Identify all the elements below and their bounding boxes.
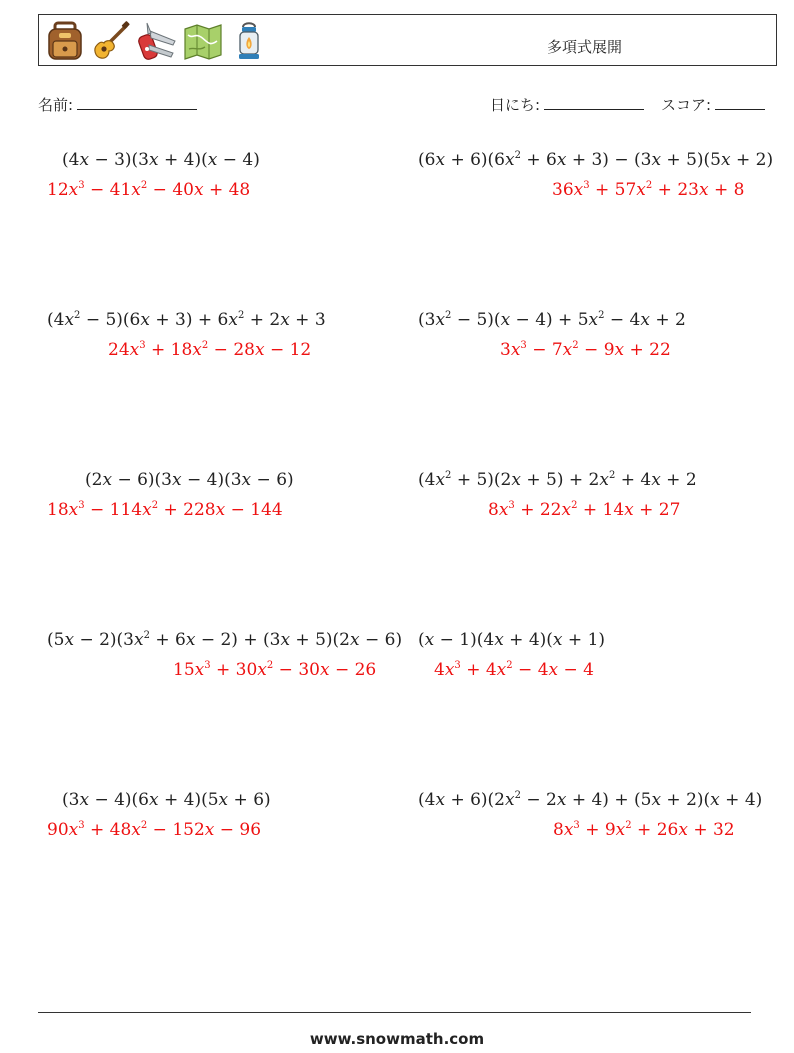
problem-8-question: (x − 1)(4x + 4)(x + 1) [418, 630, 606, 650]
footer-url[interactable]: www.snowmath.com [309, 1030, 485, 1048]
score-label: スコア: [661, 96, 712, 114]
name-blank[interactable] [77, 96, 197, 110]
problem-7-question: $(5x - 2)(3x^2 + 6x - 2) + (3x + 5)(2x - 6)$ [47, 630, 403, 650]
score-field[interactable] [661, 94, 765, 115]
problem-1-question: (4x − 3)(3x + 4)(x − 4) [62, 150, 260, 170]
problem-3-question: $(4x^2 - 5)(6x + 3) + 6x^2 + 2x + 3$ [47, 310, 326, 330]
worksheet-header [38, 14, 777, 66]
map-icon [183, 21, 223, 61]
lantern-icon [229, 21, 269, 61]
problem-5-question: (2x − 6)(3x − 4)(3x − 6) [85, 470, 294, 490]
footer-divider [38, 1012, 751, 1013]
date-label: 日にち: [490, 96, 541, 114]
problem-7-answer: $15x^3 + 30x^2 - 30x - 26$ [173, 660, 377, 680]
problem-6-answer: $8x^3 + 22x^2 + 14x + 27$ [488, 500, 681, 520]
problem-4-answer: $3x^3 - 7x^2 - 9x + 22$ [500, 340, 671, 360]
worksheet-title: 多項式展開 [547, 38, 623, 56]
backpack-icon [45, 21, 85, 61]
problem-9-question: (3x − 4)(6x + 4)(5x + 6) [62, 790, 271, 810]
problem-8-answer: $4x^3 + 4x^2 - 4x - 4$ [434, 660, 594, 680]
problem-10-question: $(4x + 6)(2x^2 - 2x + 4) + (5x + 2)(x + 4)$ [418, 790, 763, 810]
pocket-knife-icon [137, 21, 177, 61]
problem-2-question: $(6x + 6)(6x^2 + 6x + 3) - (3x + 5)(5x + 2)$ [418, 150, 774, 170]
score-blank[interactable] [715, 96, 765, 110]
name-field[interactable] [38, 94, 197, 115]
name-label: 名前: [38, 96, 74, 114]
date-field[interactable] [490, 94, 644, 115]
problem-10-answer: $8x^3 + 9x^2 + 26x + 32$ [553, 820, 735, 840]
header-icons [45, 21, 269, 61]
problem-3-answer: $24x^3 + 18x^2 - 28x - 12$ [108, 340, 312, 360]
guitar-icon [91, 21, 131, 61]
problem-2-answer: $36x^3 + 57x^2 + 23x + 8$ [552, 180, 745, 200]
problem-4-question: $(3x^2 - 5)(x - 4) + 5x^2 - 4x + 2$ [418, 310, 686, 330]
problem-1-answer: $12x^3 - 41x^2 - 40x + 48$ [47, 180, 251, 200]
problem-5-answer: $18x^3 - 114x^2 + 228x - 144$ [47, 500, 283, 520]
problem-9-answer: $90x^3 + 48x^2 - 152x - 96$ [47, 820, 262, 840]
date-blank[interactable] [544, 96, 644, 110]
problem-6-question: $(4x^2 + 5)(2x + 5) + 2x^2 + 4x + 2$ [418, 470, 697, 490]
